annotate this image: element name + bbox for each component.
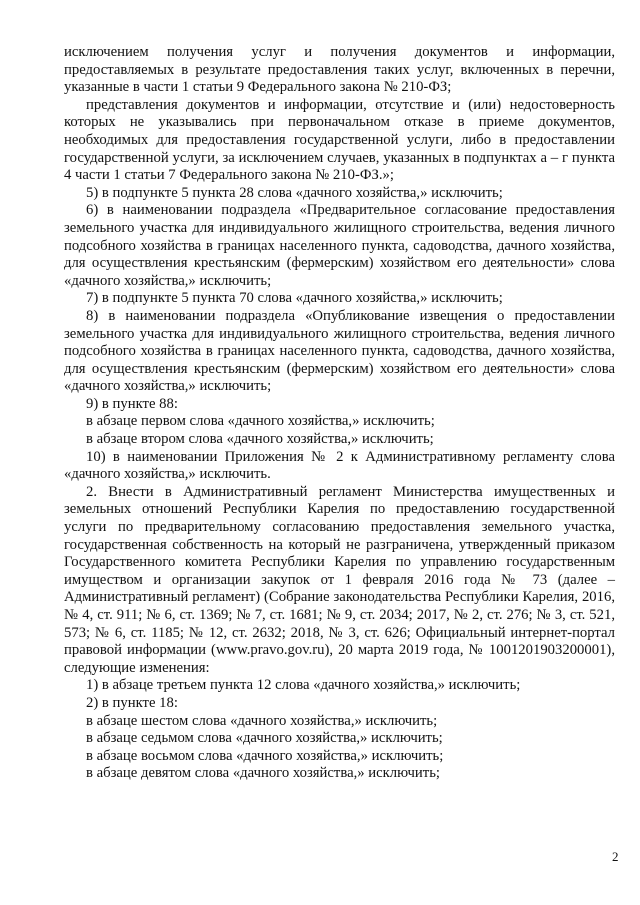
paragraph: в абзаце восьмом слова «дачного хозяйства,» исключить; — [86, 747, 444, 764]
paragraph: 6) в наименовании подраздела «Предварительное согласование предоставления земельного участка для индивидуального жилищного строительства, ведения личного подсобного хозяйства в границах населенного пункта, садоводства, дачного хозяйства, для осуществления крестьянским (фермерским) хозяйством его деятельности» слова «дачного хозяйства,» исключить; — [64, 202, 615, 289]
paragraph: 5) в подпункте 5 пункта 28 слова «дачного хозяйства,» исключить; — [86, 184, 503, 201]
paragraph: 8) в наименовании подраздела «Опубликование извещения о предоставлении земельного участка для индивидуального жилищного строительства, ведения личного подсобного хозяйства в границах населенного пункта, садоводства, дачного хозяйства, для осуществления крестьянским (фермерским) хозяйством его деятельности» слова «дачного хозяйства,» исключить; — [64, 307, 615, 395]
paragraph: представления документов и информации, отсутствие и (или) недостоверность которых не указывались при первоначальном отказе в приеме документов, необходимых для предоставления государственной услуги, либо в предоставлении государственной услуги, за исключением случаев, указанных в подпунктах а – г пункта 4 части 1 статьи 7 Федерального закона № 210-ФЗ.»; — [64, 96, 615, 184]
paragraph: в абзаце втором слова «дачного хозяйства,» исключить; — [86, 431, 434, 448]
paragraph: в абзаце шестом слова «дачного хозяйства,» исключить; — [86, 712, 438, 729]
paragraph: 7) в подпункте 5 пункта 70 слова «дачного хозяйства,» исключить; — [86, 290, 503, 307]
paragraph: 9) в пункте 88: — [86, 395, 178, 412]
paragraph: в абзаце первом слова «дачного хозяйства,» исключить; — [86, 413, 435, 430]
paragraph: в абзаце девятом слова «дачного хозяйства,» исключить; — [86, 765, 440, 782]
paragraph: 1) в абзаце третьем пункта 12 слова «дачного хозяйства,» исключить; — [86, 677, 521, 694]
document-body — [64, 44, 615, 783]
paragraph: в абзаце седьмом слова «дачного хозяйства,» исключить; — [86, 730, 443, 747]
paragraph: исключением получения услуг и получения документов и информации, предоставляемых в результате предоставления таких услуг, включенных в перечни, указанные в части 1 статьи 9 Федерального закона № 210-ФЗ; — [64, 44, 615, 96]
paragraph: 10) в наименовании Приложения № 2 к Административному регламенту слова «дачного хозяйства,» исключить. — [64, 448, 615, 483]
page-number: 2 — [612, 849, 619, 864]
paragraph: 2. Внести в Административный регламент Министерства имущественных и земельных отношений Республики Карелия по предоставлению государственной услуги по предварительному согласованию предоставления земельного участка, государственная собственность на который не разграничена, утвержденный приказом Государственного комитета Республики Карелия по управлению государственным имуществом и организации закупок от 1 февраля 2016 года № 73 (далее – Административный регламент) (Собрание законодательства Республики Карелия, 2016, № 4, ст. 911; № 6, ст. 1369; № 7, ст. 1681; № 9, ст. 2034; 2017, № 2, ст. 276; № 3, ст. 521, 573; № 6, ст. 1185; № 12, ст. 2632; 2018, № 3, ст. 626; Официальный интернет-портал правовой информации (www.pravo.gov.ru), 20 марта 2019 года, № 1001201903200001), следующие изменения: — [64, 483, 615, 676]
paragraph: 2) в пункте 18: — [86, 694, 178, 711]
